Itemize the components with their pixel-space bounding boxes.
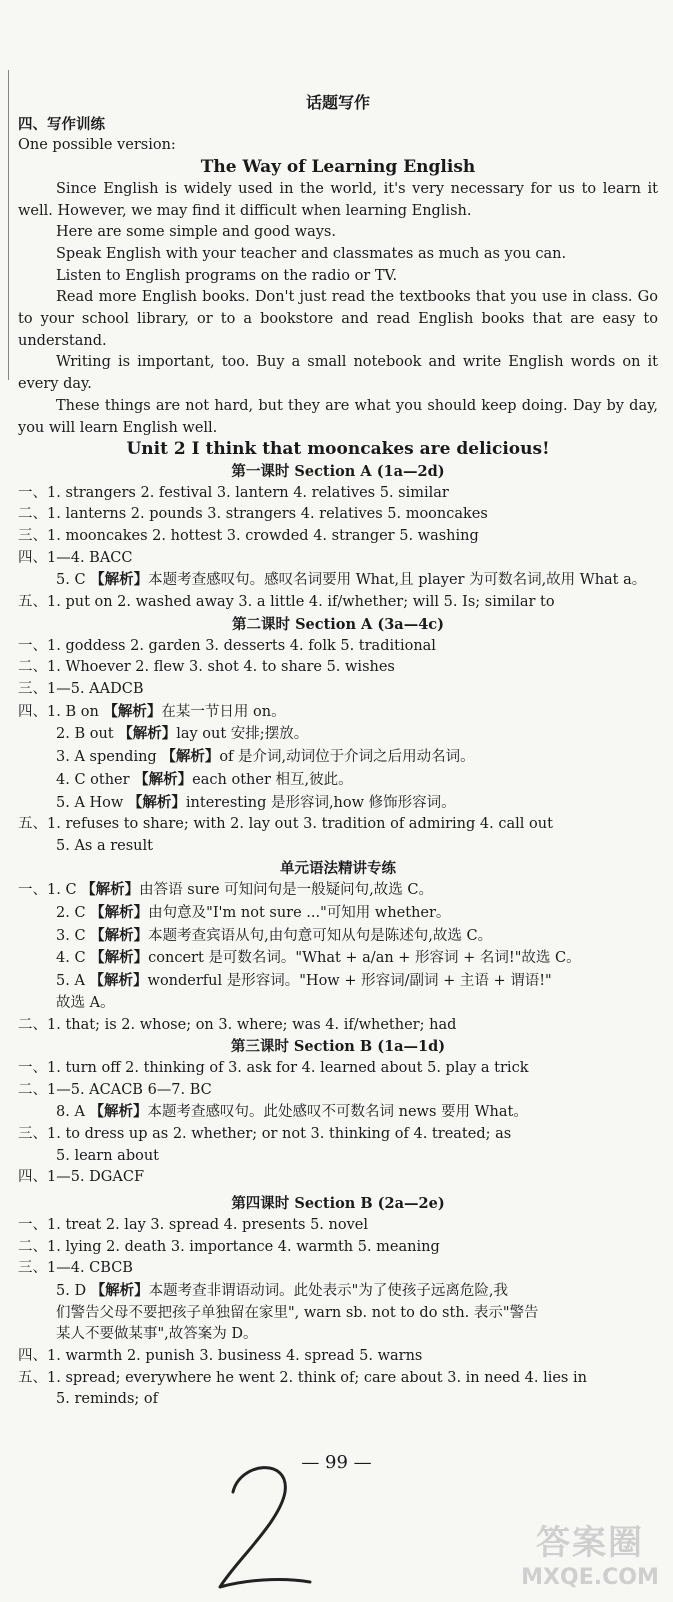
answer-key: 4. C [56,950,91,967]
explanation-line [18,902,658,925]
explanation-line [18,925,658,948]
essay-paragraph: These things are not hard, but they are what you should keep doing. Day by day, you will learn English well. [18,397,658,436]
essay-paragraph: Speak English with your teacher and classmates as much as you can. [56,245,567,262]
analysis-tag: 【解析】 [81,881,140,899]
handwritten-mark [205,1452,315,1602]
intro-line: One possible version: [18,137,176,154]
explanation-line [18,879,658,902]
watermark-text: 答案圈 [536,1523,644,1563]
explanation-line [18,947,658,970]
answer-line: 五、1. spread; everywhere he went 2. think of; care about 3. in need 4. lies in [18,1369,587,1386]
answer-line: 5. learn about [56,1147,160,1164]
watermark-url: MXQE.COM [521,1565,659,1590]
answer-line: 三、1. mooncakes 2. hottest 3. crowded 4. stranger 5. washing [18,528,479,545]
answer-line: 三、1. to dress up as 2. whether; or not 3. thinking of 4. treated; as [18,1126,512,1143]
answer-line: 二、1. lying 2. death 3. importance 4. warmth 5. meaning [18,1238,440,1255]
answer-line: 二、1. Whoever 2. flew 3. shot 4. to share 5. wishes [18,659,395,676]
essay-paragraph: Since English is widely used in the world, it's very necessary for us to learn it well. However, we may find it difficult when learning English. [18,180,658,219]
answer-line: 5. reminds; of [56,1391,158,1408]
answer-line: 二、1. lanterns 2. pounds 3. strangers 4. relatives 5. mooncakes [18,506,488,523]
watermark-logo [515,1520,665,1590]
answer-line: 5. As a result [56,837,153,854]
analysis-tag: 【解析】 [127,793,186,811]
answer-line: 三、1—5. AADCB [18,680,144,697]
explanation-line [18,701,658,724]
topic-heading: 话题写作 [305,93,370,112]
analysis-text: of 是介词,动词位于介词之后用动名词。 [219,749,475,766]
analysis-text: 本题考查感叹句。此处感叹不可数名词 news 要用 What。 [147,1104,528,1121]
analysis-tag: 【解析】 [90,926,149,944]
essay-paragraph: Here are some simple and good ways. [56,224,336,241]
analysis-tag: 【解析】 [161,748,220,766]
answer-line: 一、1. turn off 2. thinking of 3. ask for 4. learned about 5. play a trick [18,1059,529,1076]
answer-key: 5. A How [56,794,128,811]
answer-line: 四、1—5. DGACF [18,1169,145,1186]
answer-line: 四、1. warmth 2. punish 3. business 4. spread 5. warns [18,1348,423,1365]
analysis-text: 本题考查宾语从句,由句意可知从句是陈述句,故选 C。 [148,927,493,944]
analysis-tag: 【解析】 [90,571,149,589]
answer-line: 一、1. treat 2. lay 3. spread 4. presents 5. novel [18,1216,369,1233]
answer-key: 2. C [56,905,91,922]
answer-key: 3. C [56,927,91,944]
unit-title: Unit 2 I think that mooncakes are delicious! [126,439,550,460]
analysis-text: concert 是可数名词。"What + a/an + 形容词 + 名词!"故选 C。 [148,950,581,967]
analysis-tag: 【解析】 [90,949,149,967]
explanation-line [18,970,658,993]
explanation-continuation: 某人不要做某事",故答案为 D。 [56,1326,258,1343]
answer-line: 二、1—5. ACACB 6—7. BC [18,1081,212,1098]
analysis-text: interesting 是形容词,how 修饰形容词。 [185,794,456,811]
analysis-tag: 【解析】 [89,1103,148,1121]
answer-line: 三、1—4. CBCB [18,1260,133,1277]
analysis-text: lay out 安排;摆放。 [176,726,309,743]
explanation-line [18,792,658,815]
answer-key: 5. D [56,1282,91,1299]
answer-line: 一、1. strangers 2. festival 3. lantern 4. relatives 5. similar [18,484,449,501]
explanation-line [18,746,658,769]
grammar-title: 单元语法精讲专练 [280,859,396,877]
answer-key: 8. A [56,1104,90,1121]
analysis-tag: 【解析】 [90,1281,149,1299]
analysis-tag: 【解析】 [89,972,148,990]
analysis-text: 由答语 sure 可知问句是一般疑问句,故选 C。 [139,882,433,899]
answer-line: 一、1. goddess 2. garden 3. desserts 4. folk 5. traditional [18,637,436,654]
explanation-line [18,1280,658,1303]
analysis-tag: 【解析】 [103,702,162,720]
analysis-tag: 【解析】 [134,770,193,788]
analysis-text: each other 相互,彼此。 [192,771,353,788]
lesson-title: 第四课时 Section B (2a—2e) [231,1195,445,1213]
answer-line: 四、1—4. BACC [18,549,133,566]
analysis-text: 由句意及"I'm not sure ..."可知用 whether。 [148,905,451,922]
answer-line: 五、1. put on 2. washed away 3. a little 4. if/whether; will 5. Is; similar to [18,594,555,611]
answer-key: 5. C [56,572,91,589]
analysis-tag: 【解析】 [118,725,177,743]
analysis-text: 在某一节日用 on。 [161,703,286,720]
explanation-continuation: 们警告父母不要把孩子单独留在家里", warn sb. not to do sth. 表示"警告 [56,1304,539,1321]
lesson-title: 第一课时 Section A (1a—2d) [231,462,445,480]
explanation-line [18,723,658,746]
answer-key: 2. B out [56,726,119,743]
analysis-text: 本题考查非谓语动词。此处表示"为了使孩子远离危险,我 [148,1282,508,1299]
lesson-title: 第二课时 Section A (3a—4c) [232,615,444,633]
answer-page [18,92,658,1411]
essay-title: The Way of Learning English [200,157,476,178]
explanation-continuation: 故选 A。 [56,994,115,1011]
answer-line: 五、1. refuses to share; with 2. lay out 3. tradition of admiring 4. call out [18,816,553,833]
answer-key: 3. A spending [56,749,162,766]
binding-margin-line [8,70,9,380]
essay-paragraph: Writing is important, too. Buy a small notebook and write English words on it every day. [18,354,658,393]
essay-paragraph: Listen to English programs on the radio or TV. [56,267,398,284]
explanation-line [18,769,658,792]
page-number: — 99 — [301,1452,372,1473]
analysis-tag: 【解析】 [90,904,149,922]
answer-key: 一、1. C [18,882,82,899]
answer-key: 4. C other [56,771,135,788]
analysis-text: 本题考查感叹句。感叹名词要用 What,且 player 为可数名词,故用 What a。 [148,572,647,589]
answer-key: 四、1. B on [18,703,104,720]
section-heading: 四、写作训练 [18,115,105,133]
essay-paragraph: Read more English books. Don't just read the textbooks that you use in class. Go to your school library, or to a bookstore and read English books that are easy to understand. [18,289,658,349]
explanation-line [18,569,658,592]
answer-line: 二、1. that; is 2. whose; on 3. where; was 4. if/whether; had [18,1016,457,1033]
explanation-line [18,1101,658,1124]
lesson-title: 第三课时 Section B (1a—1d) [230,1038,446,1056]
analysis-text: wonderful 是形容词。"How + 形容词/副词 + 主语 + 谓语!" [147,973,552,990]
answer-key: 5. A [56,973,90,990]
